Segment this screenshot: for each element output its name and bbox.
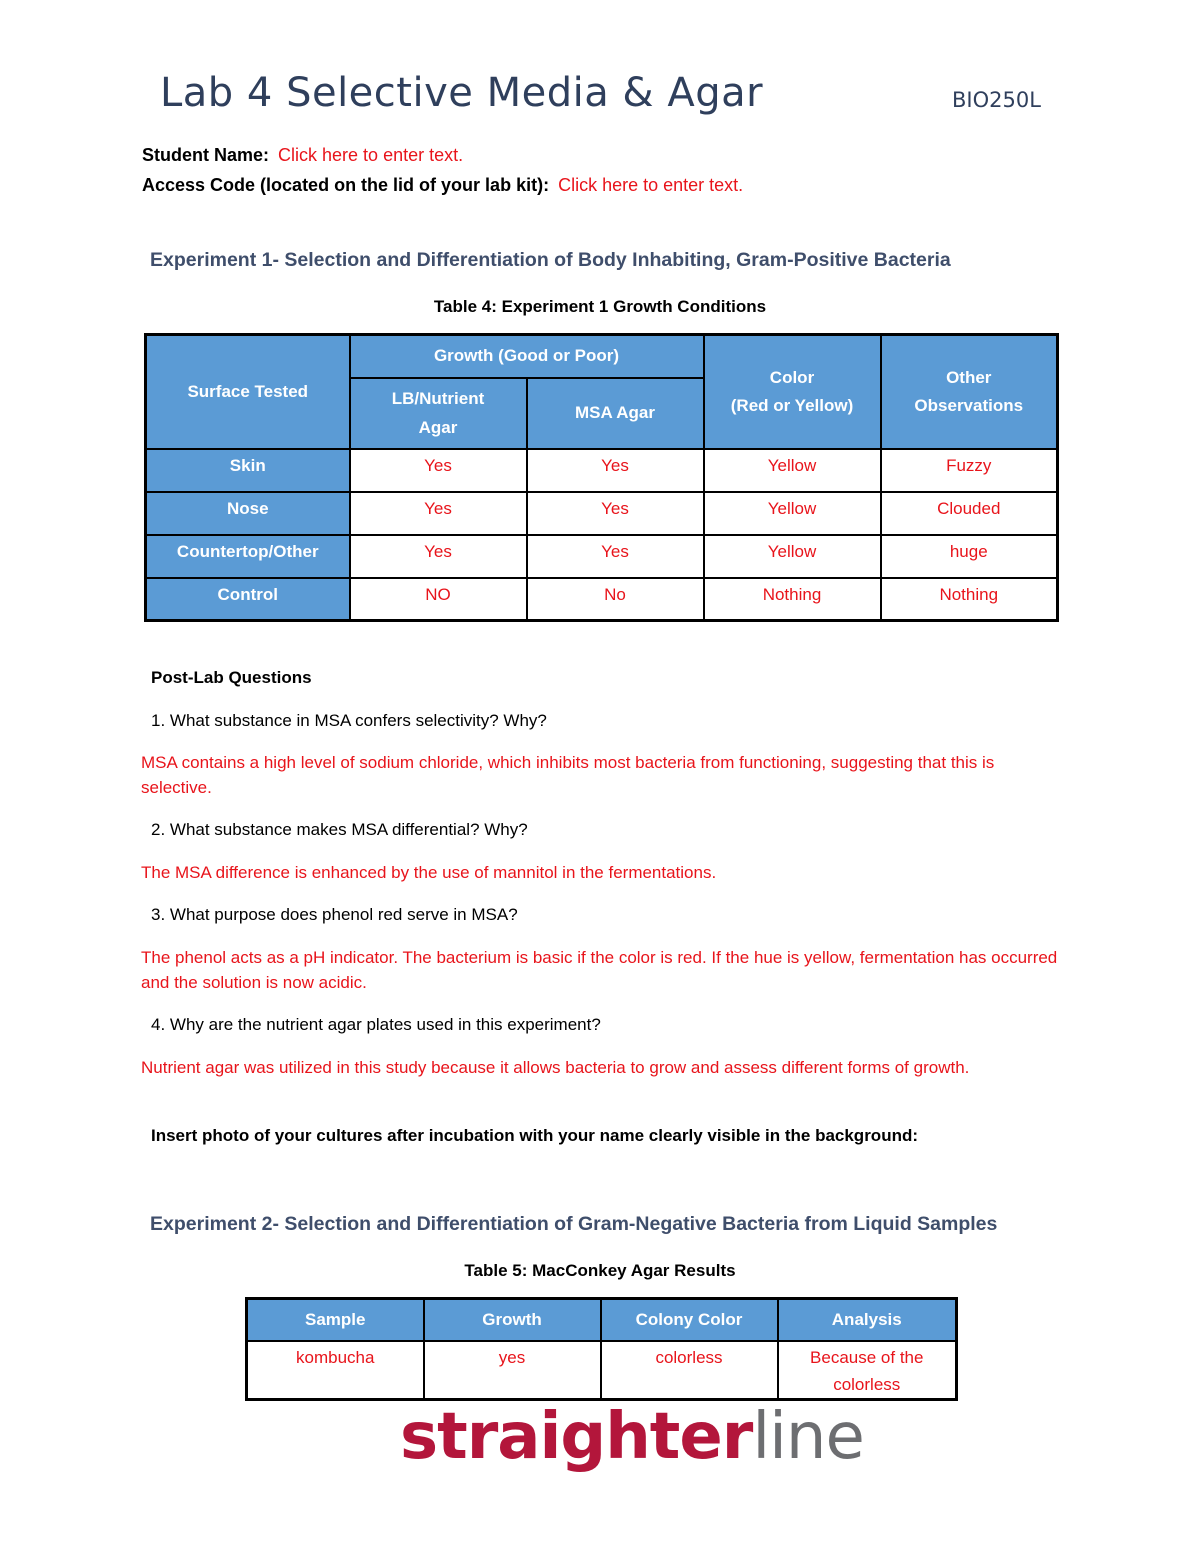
header-sample: Sample	[247, 1299, 424, 1341]
header-other-line1: Other	[946, 367, 992, 387]
row-surface: Countertop/Other	[146, 535, 350, 578]
experiment1-heading: Experiment 1- Selection and Differentiation of Body Inhabiting, Gram-Positive Bacteria	[150, 249, 951, 271]
table-row	[146, 449, 1058, 492]
row-surface: Skin	[146, 449, 350, 492]
question-2: 2. What substance makes MSA differential? Why?	[151, 820, 528, 839]
header-lb-agar	[350, 378, 527, 449]
cell-color: Yellow	[704, 492, 881, 535]
cell-analysis-text: Because of the colorless	[810, 1347, 924, 1394]
table5-caption: Table 5: MacConkey Agar Results	[464, 1261, 736, 1280]
cell-color: Nothing	[704, 578, 881, 621]
cell-msa: Yes	[527, 535, 704, 578]
answer-2: The MSA difference is enhanced by the use of mannitol in the fermentations.	[141, 863, 717, 882]
cell-colony-color: colorless	[601, 1341, 778, 1400]
header-growth: Growth (Good or Poor)	[350, 335, 704, 378]
logo-part-line: line	[752, 1400, 864, 1474]
cell-other: Fuzzy	[881, 449, 1058, 492]
cell-msa: Yes	[527, 449, 704, 492]
growth-conditions-table	[144, 333, 1059, 622]
header-other	[881, 335, 1058, 449]
experiment2-heading: Experiment 2- Selection and Differentiation of Gram-Negative Bacteria from Liquid Samples	[150, 1213, 998, 1235]
cell-other: huge	[881, 535, 1058, 578]
cell-color: Yellow	[704, 449, 881, 492]
row-surface: Nose	[146, 492, 350, 535]
answer-1: MSA contains a high level of sodium chloride, which inhibits most bacteria from functioning, suggesting that this is selective.	[141, 753, 995, 797]
question-4: 4. Why are the nutrient agar plates used in this experiment?	[151, 1015, 601, 1034]
cell-lb: Yes	[350, 449, 527, 492]
cell-color: Yellow	[704, 535, 881, 578]
cell-lb: NO	[350, 578, 527, 621]
question-1: 1. What substance in MSA confers selectivity? Why?	[151, 711, 547, 730]
access-code-row	[142, 175, 743, 196]
header-color-line2: (Red or Yellow)	[730, 395, 854, 415]
cell-sample: kombucha	[247, 1341, 424, 1400]
access-code-field[interactable]: Click here to enter text.	[558, 175, 744, 195]
macconkey-results-table	[245, 1297, 958, 1401]
student-name-field[interactable]: Click here to enter text.	[278, 145, 464, 165]
cell-msa: Yes	[527, 492, 704, 535]
cell-lb: Yes	[350, 535, 527, 578]
row-surface: Control	[146, 578, 350, 621]
table-row	[247, 1341, 957, 1400]
answer-3: The phenol acts as a pH indicator. The bacterium is basic if the color is red. If the hue is yellow, fermentation has occurred and the solution is now acidic.	[141, 948, 1058, 992]
header-analysis: Analysis	[778, 1299, 957, 1341]
cell-other: Nothing	[881, 578, 1058, 621]
page-title: Lab 4 Selective Media & Agar	[160, 70, 764, 116]
header-msa-agar: MSA Agar	[527, 378, 704, 449]
cell-other: Clouded	[881, 492, 1058, 535]
table-row	[146, 492, 1058, 535]
logo-part-straighter: straighter	[400, 1400, 753, 1474]
cell-lb: Yes	[350, 492, 527, 535]
table-row	[146, 535, 1058, 578]
cell-msa: No	[527, 578, 704, 621]
header-surface-tested: Surface Tested	[146, 335, 350, 449]
student-name-label: Student Name:	[142, 145, 270, 165]
header-other-line2: Observations	[914, 395, 1024, 415]
answer-4: Nutrient agar was utilized in this study because it allows bacteria to grow and assess different forms of growth.	[141, 1058, 970, 1077]
cell-growth: yes	[424, 1341, 601, 1400]
question-3: 3. What purpose does phenol red serve in MSA?	[151, 905, 518, 924]
cell-analysis	[778, 1341, 957, 1400]
header-color-line1: Color	[769, 367, 815, 387]
access-code-label: Access Code (located on the lid of your lab kit):	[142, 175, 550, 195]
header-colony-color: Colony Color	[601, 1299, 778, 1341]
course-code: BIO250L	[952, 88, 1041, 112]
postlab-title: Post-Lab Questions	[151, 668, 312, 687]
header-growth: Growth	[424, 1299, 601, 1341]
header-lb-agar-text: LB/Nutrient Agar	[391, 389, 485, 437]
straighterline-logo	[400, 1400, 864, 1474]
header-color	[704, 335, 881, 449]
table4-caption: Table 4: Experiment 1 Growth Conditions	[433, 297, 767, 316]
student-name-row	[142, 145, 463, 166]
table-row	[146, 578, 1058, 621]
insert-photo-instruction: Insert photo of your cultures after incubation with your name clearly visible in the background:	[151, 1126, 919, 1145]
